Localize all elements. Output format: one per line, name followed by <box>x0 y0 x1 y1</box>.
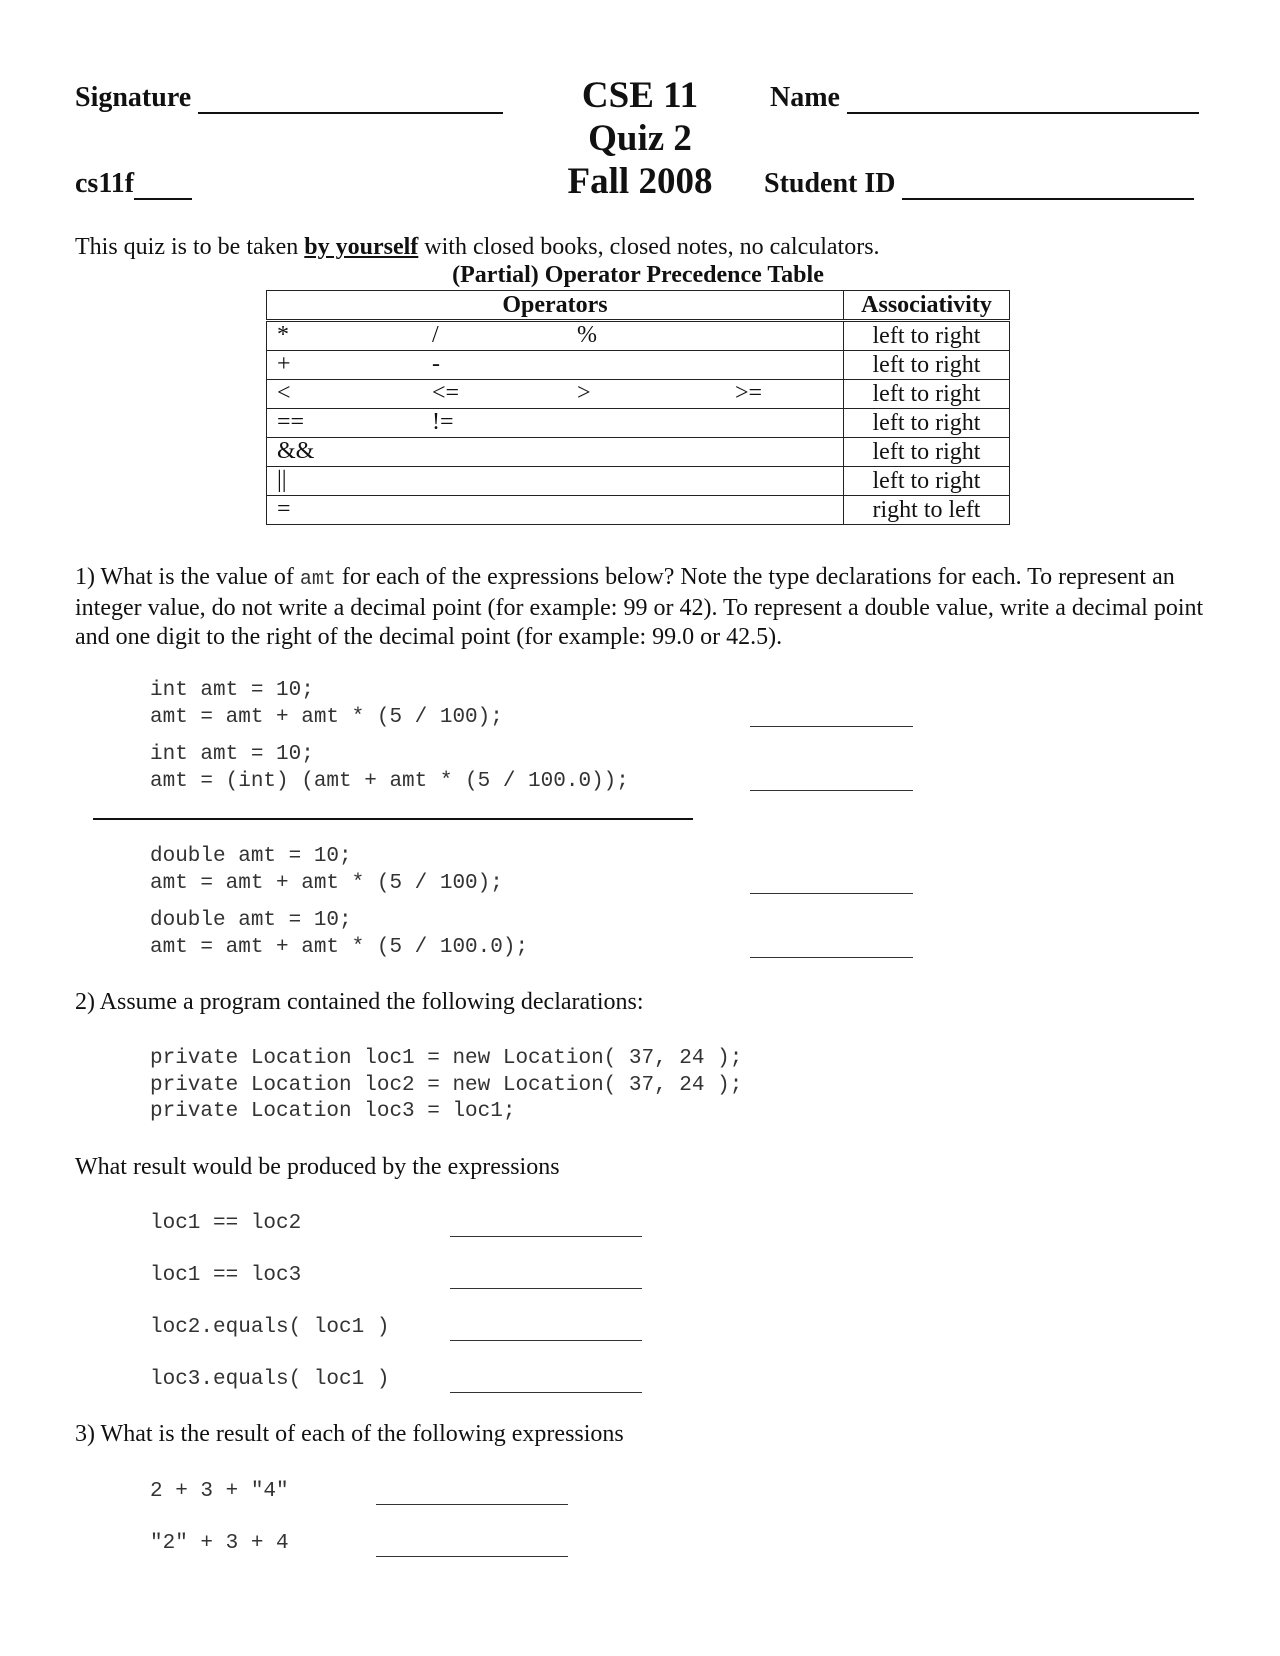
operator: / <box>432 322 439 348</box>
associativity-cell: left to right <box>844 321 1010 351</box>
q1-text <box>75 563 1210 652</box>
q2-expression-1: loc1 == loc2 <box>150 1212 302 1235</box>
q2-declarations <box>150 1046 742 1126</box>
operators-header: Operators <box>267 291 844 321</box>
q3-expression-1: 2 + 3 + "4" <box>150 1480 289 1503</box>
code-line: amt = (int) (amt + amt * (5 / 100.0)); <box>150 769 629 793</box>
associativity-cell: left to right <box>844 438 1010 467</box>
student-id-label: Student ID <box>764 168 896 199</box>
q3-answer-2[interactable] <box>376 1556 568 1557</box>
code-line: amt = amt + amt * (5 / 100.0); <box>150 935 529 959</box>
code-line: amt = amt + amt * (5 / 100); <box>150 871 503 895</box>
q1-snippet-3 <box>150 844 503 897</box>
operator: * <box>277 322 289 348</box>
term-title: Fall 2008 <box>567 161 713 202</box>
associativity-cell: left to right <box>844 467 1010 496</box>
q3-expression-2: "2" + 3 + 4 <box>150 1532 289 1555</box>
code-line: private Location loc3 = loc1; <box>150 1100 516 1123</box>
quiz-title: Quiz 2 <box>588 118 692 159</box>
q1-text-after: for each of the expressions below? Note the type declarations for each. To represent an integer value, do not write a decimal point (for example: 99 or 42). To represent a double value, write a decimal point and one digit to the right of the decimal point (for example: 99.0 or 42.5). <box>75 564 1204 650</box>
operator: > <box>577 380 591 406</box>
code-line: private Location loc2 = new Location( 37, 24 ); <box>150 1073 743 1097</box>
intro-after: with closed books, closed notes, no calculators. <box>418 234 880 260</box>
name-label: Name <box>770 82 840 113</box>
q3-text: 3) What is the result of each of the following expressions <box>75 1421 624 1447</box>
operator: <= <box>432 380 460 406</box>
associativity-header: Associativity <box>844 291 1010 321</box>
divider-line <box>93 818 693 820</box>
operator: && <box>277 438 315 464</box>
operator: != <box>432 409 454 435</box>
code-line: int amt = 10; <box>150 679 314 702</box>
table-row <box>267 467 1010 496</box>
table-row <box>267 496 1010 525</box>
table-row <box>267 321 1010 351</box>
intro-before: This quiz is to be taken <box>75 234 305 260</box>
q1-snippet-4 <box>150 908 528 961</box>
signature-label: Signature <box>75 82 192 113</box>
student-id-field <box>764 168 1194 200</box>
q2-text: 2) Assume a program contained the following declarations: <box>75 989 644 1015</box>
q1-answer-3[interactable] <box>750 893 913 894</box>
operator: < <box>277 380 291 406</box>
operator: = <box>277 496 291 522</box>
q2-prompt: What result would be produced by the expressions <box>75 1154 560 1180</box>
table-row <box>267 409 1010 438</box>
intro-emphasis: by yourself <box>304 234 419 260</box>
operator: - <box>432 351 440 377</box>
table-row <box>267 438 1010 467</box>
login-line[interactable] <box>134 170 192 200</box>
q1-snippet-1 <box>150 678 503 731</box>
code-line: double amt = 10; <box>150 909 352 932</box>
student-id-line[interactable] <box>902 170 1194 200</box>
q2-answer-1[interactable] <box>450 1236 642 1237</box>
login-label: cs11f <box>75 168 135 199</box>
table-row <box>267 380 1010 409</box>
q3-answer-1[interactable] <box>376 1504 568 1505</box>
q2-expression-2: loc1 == loc3 <box>150 1264 302 1287</box>
q2-answer-4[interactable] <box>450 1392 642 1393</box>
intro-text <box>75 233 1210 262</box>
q2-answer-3[interactable] <box>450 1340 642 1341</box>
course-title: CSE 11 <box>581 75 699 116</box>
operator: % <box>577 322 597 348</box>
q1-answer-2[interactable] <box>750 790 913 791</box>
q1-code-word: amt <box>299 568 336 591</box>
code-line: private Location loc1 = new Location( 37, 24 ); <box>150 1047 743 1070</box>
q2-expression-3: loc2.equals( loc1 ) <box>150 1316 390 1339</box>
associativity-cell: left to right <box>844 351 1010 380</box>
name-line[interactable] <box>847 84 1199 114</box>
name-field <box>770 82 1199 114</box>
code-line: amt = amt + amt * (5 / 100); <box>150 705 503 729</box>
operator: + <box>277 351 291 377</box>
q2-answer-2[interactable] <box>450 1288 642 1289</box>
operator: == <box>277 409 305 435</box>
associativity-cell: left to right <box>844 380 1010 409</box>
signature-line[interactable] <box>198 84 503 114</box>
q1-answer-1[interactable] <box>750 726 913 727</box>
table-row <box>267 351 1010 380</box>
precedence-table <box>266 290 1010 525</box>
operator: || <box>277 467 287 493</box>
associativity-cell: left to right <box>844 409 1010 438</box>
q1-snippet-2 <box>150 742 629 795</box>
q1-answer-4[interactable] <box>750 957 913 958</box>
signature-field <box>75 82 503 114</box>
operator: >= <box>735 380 763 406</box>
code-line: int amt = 10; <box>150 743 314 766</box>
precedence-table-title: (Partial) Operator Precedence Table <box>452 262 824 288</box>
associativity-cell: right to left <box>844 496 1010 525</box>
q1-text-before: 1) What is the value of <box>75 564 300 590</box>
code-line: double amt = 10; <box>150 845 352 868</box>
login-field <box>75 168 192 200</box>
q2-expression-4: loc3.equals( loc1 ) <box>150 1368 390 1391</box>
